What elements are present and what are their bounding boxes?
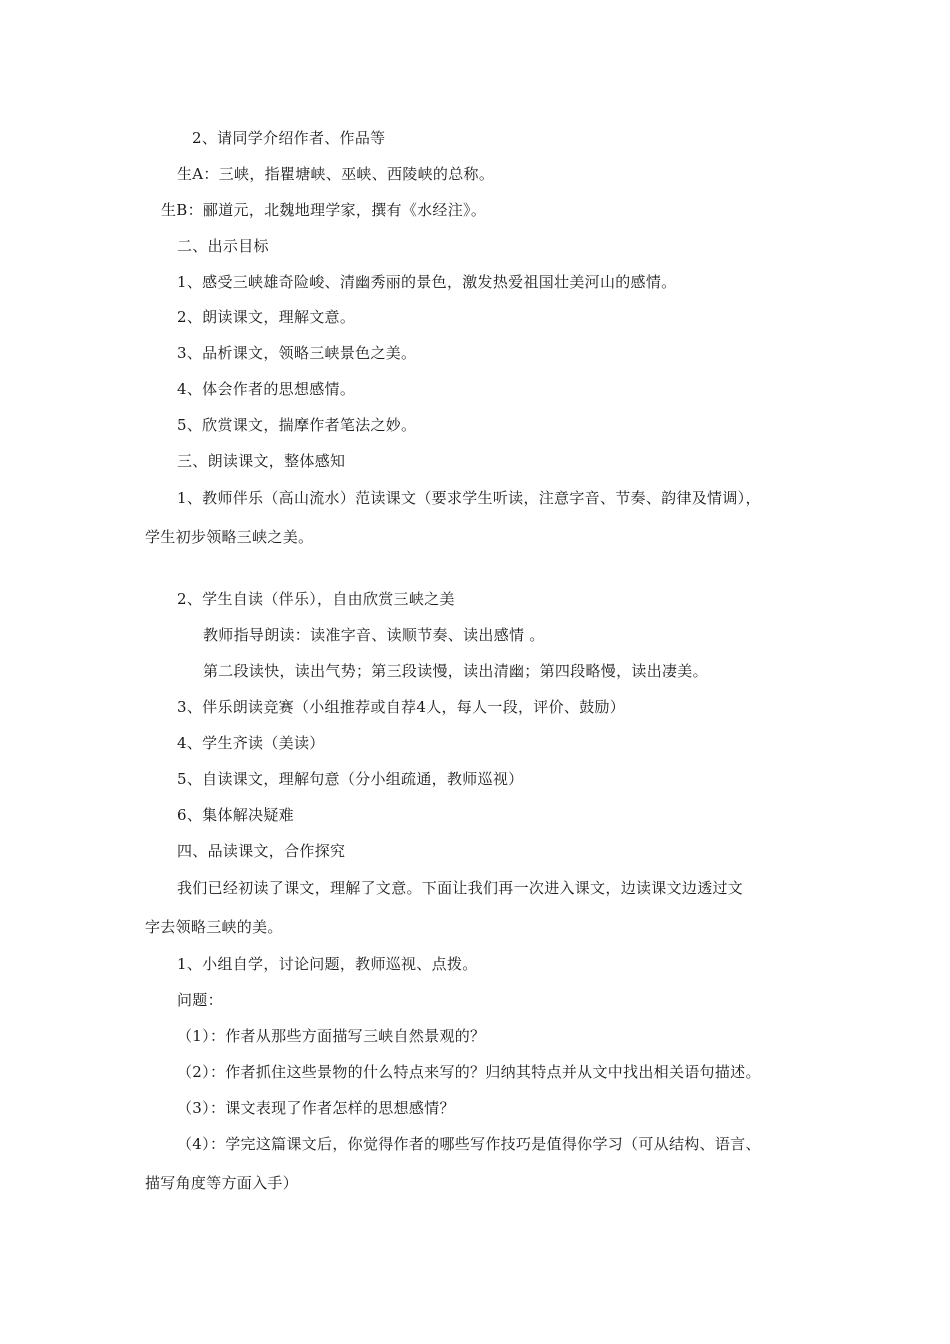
question-item: （4）：学完这篇课文后，你觉得作者的哪些写作技巧是值得你学习（可从结构、语言、 [177, 1135, 761, 1153]
objective-item: 5、欣赏课文，揣摩作者笔法之妙。 [177, 416, 417, 434]
paragraph-line: 6、集体解决疑难 [177, 806, 294, 824]
paragraph-line: 1、小组自学，讨论问题，教师巡视、点拨。 [177, 955, 478, 973]
objective-item: 2、朗读课文，理解文意。 [177, 308, 356, 326]
question-item: （1）：作者从那些方面描写三峡自然景观的？ [177, 1027, 486, 1045]
objective-item: 1、感受三峡雄奇险峻、清幽秀丽的景色，激发热爱祖国壮美河山的感情。 [177, 273, 677, 291]
section-heading: 四、品读课文，合作探究 [177, 842, 346, 860]
section-heading: 三、朗读课文，整体感知 [177, 452, 346, 470]
question-item: （2）：作者抓住这些景物的什么特点来写的？归纳其特点并从文中找出相关语句描述。 [177, 1063, 761, 1081]
student-answer: 生A：三峡，指瞿塘峡、巫峡、西陵峡的总称。 [177, 165, 495, 183]
paragraph-line: 学生初步领略三峡之美。 [145, 528, 314, 546]
section-heading: 二、出示目标 [177, 237, 269, 255]
objective-item: 3、品析课文，领略三峡景色之美。 [177, 344, 417, 362]
paragraph-line: 1、教师伴乐（高山流水）范读课文（要求学生听读，注意字音、节奏、韵律及情调）， [177, 489, 761, 507]
paragraph-line: 3、伴乐朗读竞赛（小组推荐或自荐4人，每人一段，评价、鼓励） [177, 698, 626, 716]
paragraph-line: 我们已经初读了课文，理解了文意。下面让我们再一次进入课文，边读课文边透过文 [177, 879, 744, 897]
paragraph-line: 问题： [177, 991, 223, 1009]
question-item: （3）：课文表现了作者怎样的思想感情？ [177, 1099, 455, 1117]
paragraph-line: 教师指导朗读：读准字音、读顺节奏、读出感情 。 [203, 626, 545, 644]
objective-item: 4、体会作者的思想感情。 [177, 380, 356, 398]
section-heading: 2、请同学介绍作者、作品等 [192, 129, 386, 147]
paragraph-line: 字去领略三峡的美。 [145, 918, 283, 936]
paragraph-line: 第二段读快，读出气势；第三段读慢，读出清幽；第四段略慢，读出凄美。 [203, 662, 708, 680]
student-answer: 生B：郦道元，北魏地理学家，撰有《水经注》。 [161, 201, 487, 219]
question-item: 描写角度等方面入手） [145, 1174, 299, 1192]
paragraph-line: 2、学生自读（伴乐），自由欣赏三峡之美 [177, 590, 455, 608]
paragraph-line: 5、自读课文，理解句意（分小组疏通，教师巡视） [177, 770, 524, 788]
paragraph-line: 4、学生齐读（美读） [177, 734, 325, 752]
